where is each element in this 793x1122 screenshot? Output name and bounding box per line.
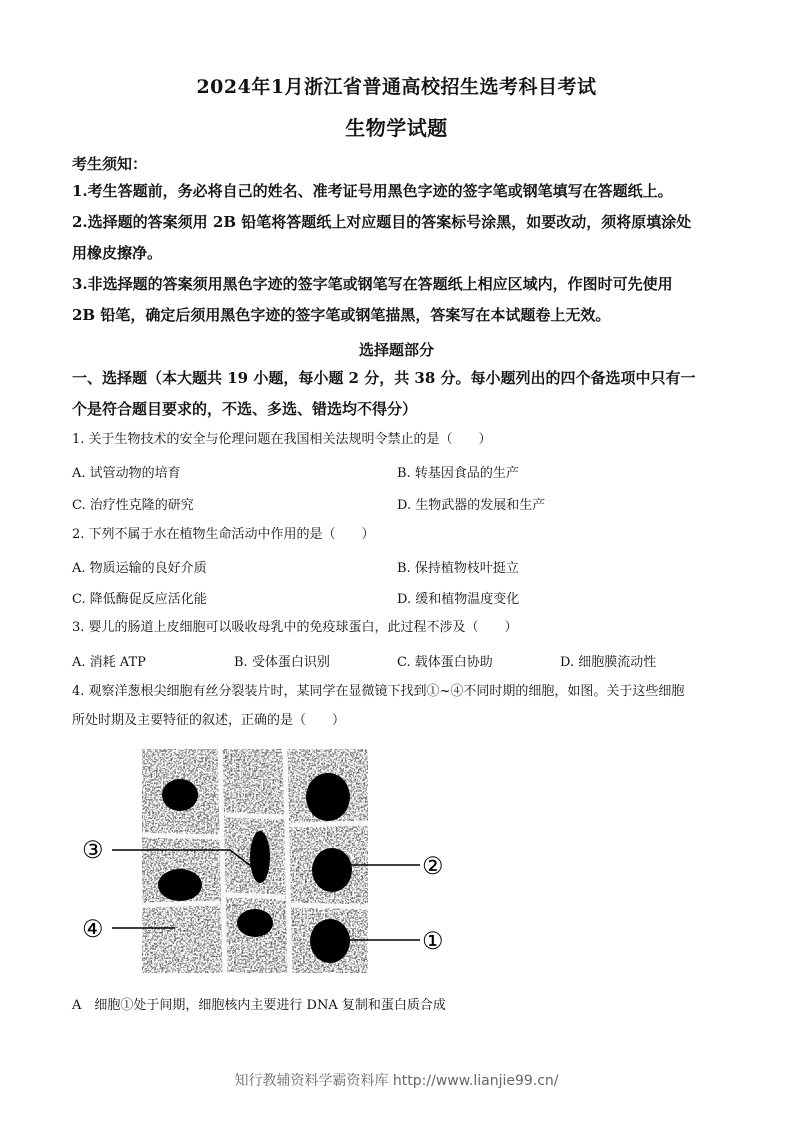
question-2-option-b: B. 保持植物枝叶挺立	[397, 561, 519, 576]
notice-item-1: 1.考生答题前，务必将自己的姓名、准考证号用黑色字迹的签字笔或钢笔填写在答题纸上。	[72, 182, 673, 200]
question-1-option-a: A. 试管动物的培育	[72, 466, 181, 481]
footer-watermark: 知行教辅资料学霸资料库 http://www.lianjie99.cn/	[234, 1073, 559, 1089]
question-1-stem: 1. 关于生物技术的安全与伦理问题在我国相关法规明令禁止的是（ ）	[72, 432, 492, 447]
microscope-figure	[80, 745, 460, 977]
section-intro-line-2: 个是符合题目要求的，不选、多选、错选均不得分）	[72, 400, 418, 418]
question-4-stem-line-2: 所处时期及主要特征的叙述，正确的是（ ）	[72, 713, 346, 728]
notice-item-3-line-2: 2B 铅笔，确定后须用黑色字迹的签字笔或钢笔描黑，答案写在本试题卷上无效。	[72, 306, 611, 324]
question-2-stem: 2. 下列不属于水在植物生命活动中作用的是（ ）	[72, 527, 375, 542]
question-2-option-a: A. 物质运输的良好介质	[72, 561, 207, 576]
section-title: 选择题部分	[358, 341, 434, 359]
question-2-option-c: C. 降低酶促反应活化能	[72, 592, 207, 607]
section-intro-line-1: 一、选择题（本大题共 19 小题，每小题 2 分，共 38 分。每小题列出的四个备选项中只有一	[72, 369, 696, 387]
question-3-option-d: D. 细胞膜流动性	[560, 655, 657, 670]
question-1-option-d: D. 生物武器的发展和生产	[397, 498, 546, 513]
question-3-stem: 3. 婴儿的肠道上皮细胞可以吸收母乳中的免疫球蛋白，此过程不涉及（ ）	[72, 620, 518, 635]
figure-label-1: ①	[422, 927, 444, 955]
question-1-option-c: C. 治疗性克隆的研究	[72, 498, 194, 513]
question-4-option-a: A 细胞①处于间期，细胞核内主要进行 DNA 复制和蛋白质合成	[72, 998, 446, 1013]
notice-heading: 考生须知：	[72, 155, 148, 173]
figure-label-4: ④	[82, 915, 104, 943]
question-3-option-a: A. 消耗 ATP	[72, 655, 146, 670]
question-4-stem-line-1: 4. 观察洋葱根尖细胞有丝分裂装片时，某同学在显微镜下找到①~④不同时期的细胞，如图。关于这些细胞	[72, 684, 685, 699]
notice-item-3-line-1: 3.非选择题的答案须用黑色字迹的签字笔或钢笔写在答题纸上相应区域内，作图时可先使用	[72, 275, 673, 293]
figure-label-3: ③	[82, 836, 104, 864]
question-1-option-b: B. 转基因食品的生产	[397, 466, 519, 481]
notice-item-2-line-2: 用橡皮擦净。	[72, 244, 163, 262]
exam-subtitle: 生物学试题	[345, 116, 448, 140]
question-2-option-d: D. 缓和植物温度变化	[397, 592, 520, 607]
figure-label-2: ②	[422, 852, 444, 880]
question-3-option-c: C. 载体蛋白协助	[397, 655, 493, 670]
exam-title: 2024年1月浙江省普通高校招生选考科目考试	[196, 76, 597, 98]
root-tip-cells-image	[80, 745, 460, 977]
notice-item-2-line-1: 2.选择题的答案须用 2B 铅笔将答题纸上对应题目的答案标号涂黑，如要改动，须将原填涂处	[72, 213, 692, 231]
question-3-option-b: B. 受体蛋白识别	[234, 655, 330, 670]
